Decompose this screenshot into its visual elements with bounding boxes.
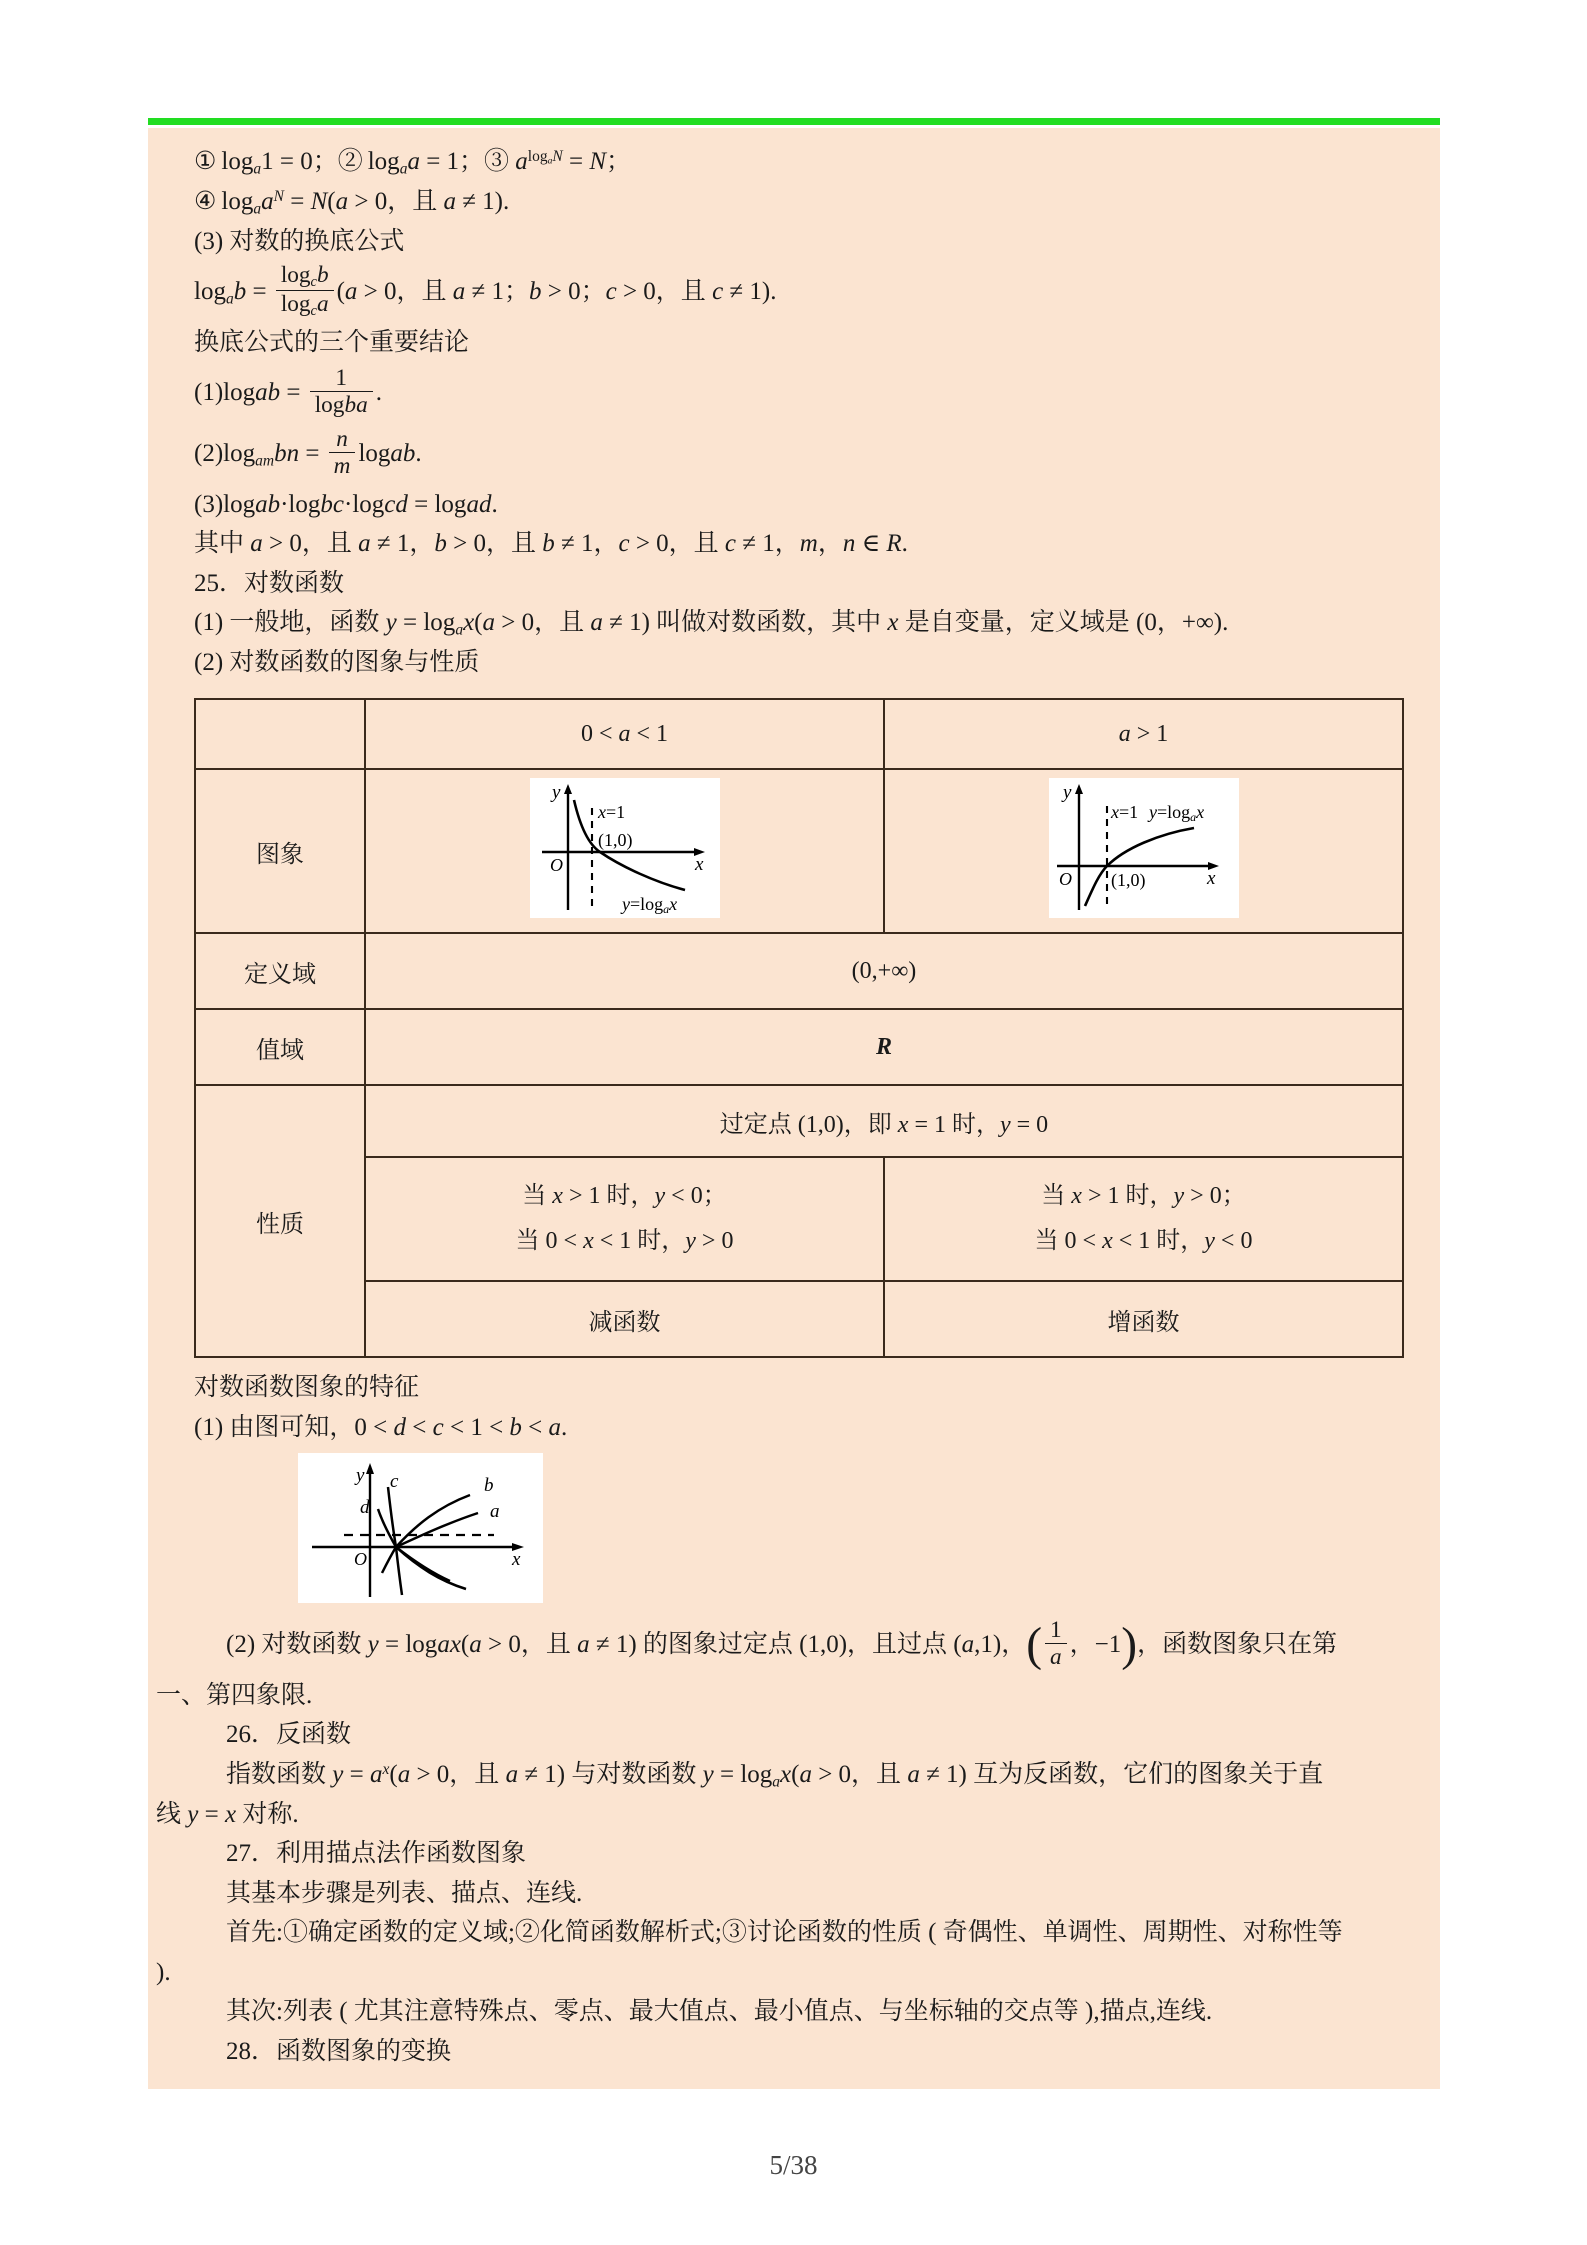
table-row xyxy=(195,699,1403,769)
text-item-26-p1-continued: 线 y = x 对称. xyxy=(156,1800,299,1828)
table-row-label-range: 值域 xyxy=(195,1009,365,1085)
figure-log-decreasing xyxy=(530,778,720,918)
svg-text:y: y xyxy=(1062,781,1071,803)
table-header-case-a-less-1: 0 < a < 1 xyxy=(365,699,884,769)
table-header-case-a-greater-1: a > 1 xyxy=(884,699,1403,769)
table-row xyxy=(195,1281,1403,1357)
svg-text:x: x xyxy=(694,853,703,875)
text-item-27-p2: 首先:①确定函数的定义域;②化简函数解析式;③讨论函数的性质 ( 奇偶性、单调性、周期性、对称性等 xyxy=(226,1919,1343,1947)
svg-text:a: a xyxy=(490,1501,500,1523)
page-number: 5/38 xyxy=(769,2150,818,2180)
heading-item-26: 26．反函数 xyxy=(226,1721,352,1749)
table-row xyxy=(195,1157,1403,1281)
text-item-27-p1: 其基本步骤是列表、描点、连线. xyxy=(226,1879,583,1907)
svg-text:O: O xyxy=(354,1549,367,1570)
figure-log-increasing xyxy=(1049,778,1239,918)
text-line-conditions: 其中 a > 0，且 a ≠ 1，b > 0，且 b ≠ 1，c > 0，且 c ≠ 1，m，n ∈ R. xyxy=(194,530,908,558)
log-function-properties-table xyxy=(194,698,1404,1358)
table-cell-corner-empty xyxy=(195,699,365,769)
table-row-label-properties: 性质 xyxy=(195,1085,365,1357)
table-cell-fixed-point: 过定点 (1,0)，即 x = 1 时，y = 0 xyxy=(365,1085,1403,1157)
heading-item-27: 27．利用描点法作函数图象 xyxy=(226,1840,527,1868)
table-row-label-graph: 图象 xyxy=(195,769,365,933)
text-line-log-identities-1: ① $\log_a1 = 0$；② $\log_aa = 1$；③ $a^{log_aN} = N$； xyxy=(194,147,632,178)
text-item-25-p2: (2) 对数函数的图象与性质 xyxy=(194,648,480,676)
table-row xyxy=(195,1009,1403,1085)
svg-text:x=1: x=1 xyxy=(1110,801,1138,822)
svg-text:(1,0): (1,0) xyxy=(1110,869,1145,890)
formula-conclusion-1: (1)logab = $\frac{1}{\text{logba}}$ . xyxy=(194,364,382,418)
text-line-three-conclusions-heading: 换底公式的三个重要结论 xyxy=(194,328,470,356)
text-feature-p1: (1) 由图可知，0 < d < c < 1 < b < a. xyxy=(194,1413,568,1441)
svg-text:x=1: x=1 xyxy=(597,801,625,822)
table-cell-property-right: 当 x > 1 时，y > 0； 当 0 < x < 1 时，y < 0 xyxy=(884,1157,1403,1281)
svg-text:y: y xyxy=(551,781,560,803)
svg-text:c: c xyxy=(390,1471,399,1493)
svg-text:O: O xyxy=(1058,868,1072,889)
figure-multi-curves-container xyxy=(148,1453,1440,1608)
svg-text:O: O xyxy=(549,854,563,875)
table-cell-range-value: R xyxy=(365,1009,1403,1085)
table-cell-property-left: 当 x > 1 时，y < 0； 当 0 < x < 1 时，y > 0 xyxy=(365,1157,884,1281)
svg-text:y: y xyxy=(356,1465,365,1487)
text-line-log-identities-2: ④ $\log_aa^N = N(a > 0$，且 a ≠ 1). xyxy=(194,187,510,218)
table-cell-monotonicity-right: 增函数 xyxy=(884,1281,1403,1357)
figure-four-log-curves xyxy=(298,1453,543,1603)
svg-text:x: x xyxy=(512,1549,521,1571)
table-row-label-domain: 定义域 xyxy=(195,933,365,1009)
text-feature-p2: (2) 对数函数 y = logax(a > 0，且 a ≠ 1) 的图象过定点 (1,0)，且过点 (a,1)，( $\frac{1}{a}$ ，−1)，函数图象只在第 xyxy=(226,1617,1338,1672)
svg-text:x: x xyxy=(1206,867,1215,889)
table-row xyxy=(195,1085,1403,1157)
heading-item-28: 28．函数图象的变换 xyxy=(226,2037,452,2065)
svg-text:d: d xyxy=(360,1497,370,1519)
table-cell-graph-increasing xyxy=(884,769,1403,933)
text-item-27-p2-continued: ). xyxy=(156,1958,171,1986)
table-cell-domain-value: (0,+∞) xyxy=(365,933,1403,1009)
svg-text:y=logax: y=logax xyxy=(1148,801,1204,824)
svg-text:(1,0): (1,0) xyxy=(597,829,632,850)
text-feature-p2-continued: 一、第四象限. xyxy=(156,1681,313,1709)
formula-conclusion-3: (3)logab·logbc·logcd = logad. xyxy=(194,490,498,518)
formula-change-of-base: $\log_ab$ = $\frac{\log_cb}{\log_ca}$ (a > 0，且 a ≠ 1；b > 0；c > 0，且 c ≠ 1). xyxy=(194,262,777,320)
formula-conclusion-2: $(2)\log_{am}bn$ = $\frac{n}{m}$ logab. xyxy=(194,426,422,480)
table-row xyxy=(195,769,1403,933)
text-line-change-of-base-heading: (3) 对数的换底公式 xyxy=(194,227,405,255)
table-cell-graph-decreasing xyxy=(365,769,884,933)
heading-graph-features: 对数函数图象的特征 xyxy=(194,1374,420,1402)
green-header-rule xyxy=(148,118,1440,125)
svg-text:y=logax: y=logax xyxy=(621,893,677,916)
heading-item-25: 25．对数函数 xyxy=(194,569,345,597)
text-item-26-p1: 指数函数 $y = a^x(a > 0$，且 a ≠ 1) 与对数函数 $y = \log_ax(a > 0$，且 a ≠ 1) 互为反函数，它们的图象关于直 xyxy=(226,1760,1324,1791)
tinted-content-block xyxy=(148,128,1440,2089)
text-item-25-p1: (1) 一般地，函数 $y = \log_ax(a > 0$，且 a ≠ 1) 叫做对数函数，其中 x 是自变量，定义域是 (0，+∞). xyxy=(194,609,1229,639)
table-cell-monotonicity-left: 减函数 xyxy=(365,1281,884,1357)
text-item-27-p3: 其次:列表 ( 尤其注意特殊点、零点、最大值点、最小值点、与坐标轴的交点等 ),描点,连线. xyxy=(226,1998,1213,2026)
table-row xyxy=(195,933,1403,1009)
svg-text:b: b xyxy=(484,1475,494,1497)
